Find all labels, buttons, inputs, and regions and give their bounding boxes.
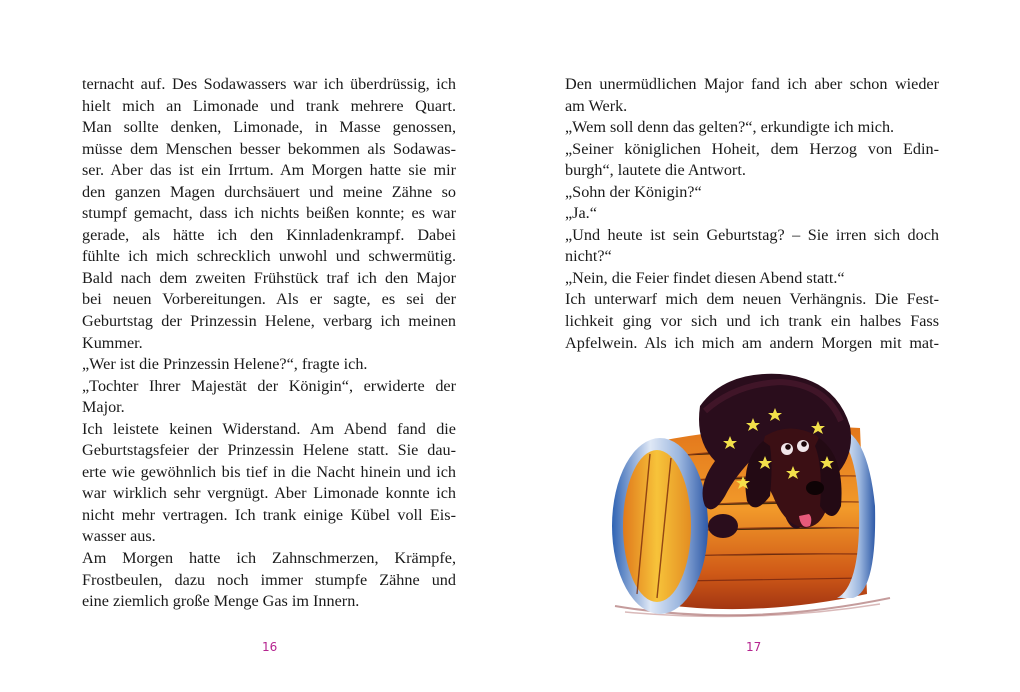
text-line: Frostbeulen, dazu noch immer stumpfe Zähne und: [82, 570, 456, 589]
page-number-left: 16: [262, 640, 278, 654]
text-line: den ganzen Magen durchsäuert und meine Zähne so: [82, 182, 456, 201]
text-line: Man sollte denken, Limonade, in Masse genossen,: [82, 118, 456, 137]
text-line: „Wem soll denn das gelten?“, erkundigte ich mich.: [565, 118, 895, 137]
text-line: Kummer.: [82, 333, 143, 352]
left-page-text: [82, 74, 456, 613]
right-page-text: [565, 74, 939, 354]
dog-on-barrel-illustration: [605, 366, 895, 624]
page-number-right: 17: [746, 640, 762, 654]
text-line: Ich leistete keinen Widerstand. Am Abend fand die: [82, 419, 456, 438]
text-line: „Nein, die Feier findet diesen Abend statt.“: [565, 268, 845, 287]
text-line: ser. Aber das ist ein Irrtum. Am Morgen hatte sie mir: [82, 161, 456, 180]
text-line: hielt mich an Limonade und trank mehrere Quart.: [82, 96, 456, 115]
text-line: Am Morgen hatte ich Zahnschmerzen, Krämpfe,: [82, 549, 456, 568]
text-line: wasser aus.: [82, 527, 156, 546]
text-line: stumpf gemacht, dass ich nichts beißen konnte; es war: [82, 204, 456, 223]
text-line: „Seiner königlichen Hoheit, dem Herzog von Edin-: [565, 139, 939, 158]
text-line: bei neuen Vorbereitungen. Als er sagte, es sei der: [82, 290, 456, 309]
text-line: „Und heute ist sein Geburtstag? – Sie irren sich doch: [565, 225, 939, 244]
text-line: „Tochter Ihrer Majestät der Königin“, erwiderte der: [82, 376, 456, 395]
text-line: gerade, als hätte ich den Kinnladenkrampf. Dabei: [82, 225, 456, 244]
text-line: „Sohn der Königin?“: [565, 182, 702, 201]
text-line: Apfelwein. Als ich mich am andern Morgen mit mat-: [565, 333, 939, 352]
text-line: Major.: [82, 398, 125, 417]
text-line: eine ziemlich große Menge Gas im Innern.: [82, 592, 360, 611]
text-line: erte wie gewöhnlich bis tief in die Nacht hinein und ich: [82, 462, 456, 481]
text-line: ternacht auf. Des Sodawassers war ich überdrüssig, ich: [82, 75, 456, 93]
text-line: Bald nach dem zweiten Frühstück traf ich den Major: [82, 268, 456, 287]
text-line: Geburtstag der Prinzessin Helene, verbarg ich meinen: [82, 312, 456, 331]
text-line: fühlte ich mich schrecklich unwohl und schwermütig.: [82, 247, 456, 266]
text-line: lichkeit ging vor sich und ich trank ein halbes Fass: [565, 312, 939, 331]
text-line: müsse dem Menschen besser bekommen als Sodawas-: [82, 139, 456, 158]
text-line: burgh“, lautete die Antwort.: [565, 161, 746, 180]
text-line: am Werk.: [565, 96, 628, 115]
text-line: Den unermüdlichen Major fand ich aber schon wieder: [565, 75, 939, 93]
text-line: Geburtstagsfeier der Prinzessin Helene statt. Sie dau-: [82, 441, 456, 460]
text-line: „Ja.“: [565, 204, 597, 223]
text-line: nicht mehr vertragen. Ich trank einige Kübel voll Eis-: [82, 505, 456, 524]
text-line: nicht?“: [565, 247, 612, 266]
text-line: „Wer ist die Prinzessin Helene?“, fragte ich.: [82, 355, 368, 374]
text-line: war wirklich sehr vergnügt. Aber Limonade konnte ich: [82, 484, 456, 503]
right-page: [510, 0, 1020, 692]
text-line: Ich unterwarf mich dem neuen Verhängnis. Die Fest-: [565, 290, 939, 309]
